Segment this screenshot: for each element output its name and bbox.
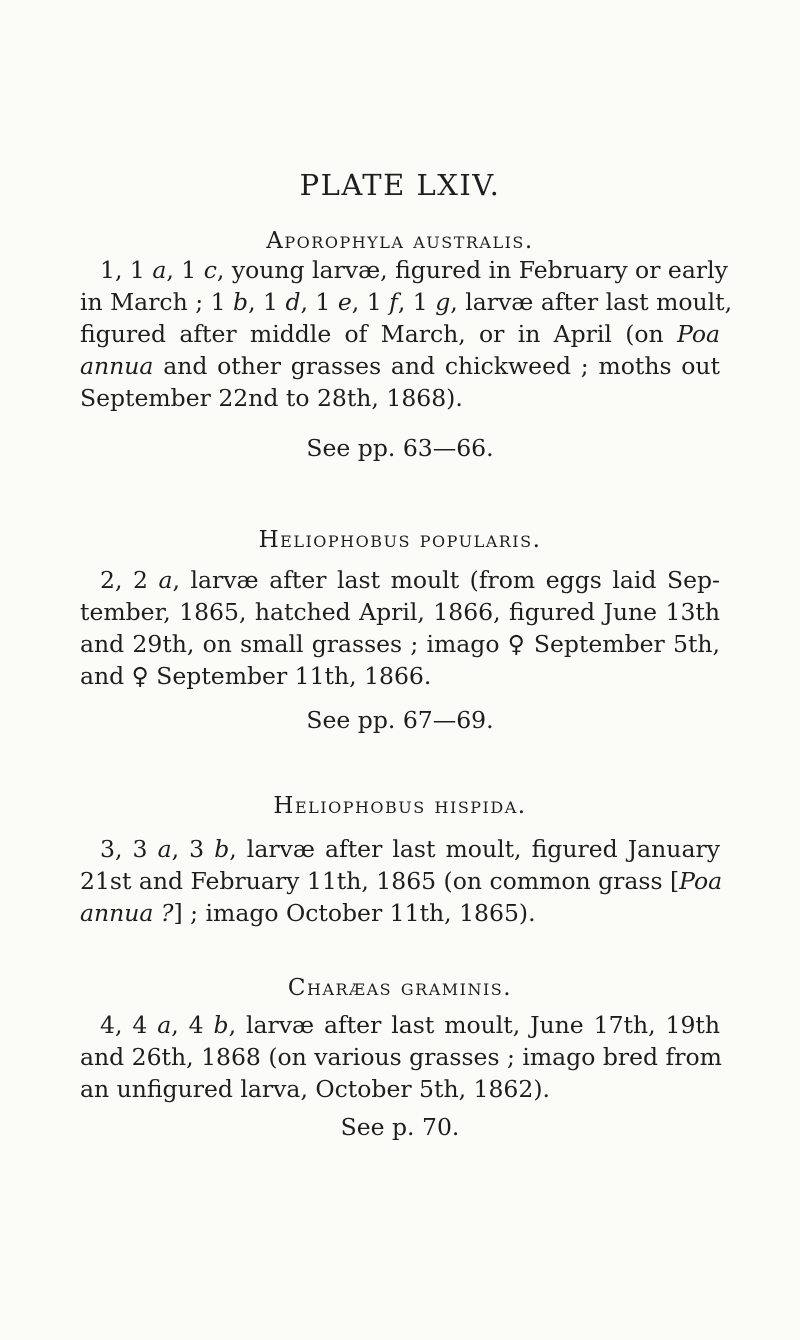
text-line: 21st and February 11th, 1865 (on common grass [Poa [80, 867, 723, 895]
section-text-aporophyla [80, 254, 733, 414]
section-text-charaeas-graminis [80, 1009, 720, 1105]
italic-term: c [203, 256, 217, 284]
text-line: annua and other grasses and chickweed ; moths out [80, 352, 720, 380]
text-line: figured after middle of March, or in April (on Poa [80, 320, 720, 348]
text-line: 1, 1 a, 1 c, young larvæ, figured in February or early [100, 256, 728, 284]
italic-term: f [389, 288, 398, 316]
italic-term: a [152, 256, 167, 284]
italic-term: Poa [676, 320, 720, 348]
italic-term: Poa [679, 867, 723, 895]
italic-term: a [157, 835, 172, 863]
text-line: in March ; 1 b, 1 d, 1 e, 1 f, 1 g, larvæ after last moult, [80, 288, 733, 316]
italic-term: a [157, 1011, 172, 1039]
see-pages-aporophyla: See pp. 63—66. [306, 434, 494, 462]
italic-term: g [435, 288, 451, 316]
italic-term: d [285, 288, 301, 316]
section-heading-charaeas-graminis: Charæas graminis. [287, 975, 513, 1001]
text-line: 3, 3 a, 3 b, larvæ after last moult, figured January [100, 835, 720, 863]
text-line: 4, 4 a, 4 b, larvæ after last moult, June 17th, 19th [100, 1011, 720, 1039]
section-text-heliophobus-hispida [80, 833, 723, 929]
italic-term: a [158, 566, 173, 594]
italic-term: b [233, 288, 249, 316]
italic-term: annua ? [80, 899, 174, 927]
text-line: and ♀ September 11th, 1866. [80, 662, 432, 690]
italic-term: b [213, 1011, 229, 1039]
italic-term: e [337, 288, 352, 316]
text-line: September 22nd to 28th, 1868). [80, 384, 463, 412]
section-heading-heliophobus-popularis: Heliophobus popularis. [258, 527, 542, 553]
plate-title: PLATE LXIV. [299, 168, 501, 202]
text-line: tember, 1865, hatched April, 1866, figured June 13th [80, 598, 720, 626]
text-line: and 26th, 1868 (on various grasses ; imago bred from [80, 1043, 722, 1071]
section-text-heliophobus-popularis [80, 564, 720, 692]
text-line: and 29th, on small grasses ; imago ♀ September 5th, [80, 630, 720, 658]
section-heading-aporophyla: Aporophyla australis. [266, 228, 534, 254]
see-pages-charaeas-graminis: See p. 70. [340, 1113, 460, 1141]
section-heading-heliophobus-hispida: Heliophobus hispida. [273, 793, 527, 819]
text-line: annua ?] ; imago October 11th, 1865). [80, 899, 536, 927]
text-line: 2, 2 a, larvæ after last moult (from eggs laid Sep- [100, 566, 720, 594]
italic-term: annua [80, 352, 154, 380]
see-pages-heliophobus-popularis: See pp. 67—69. [306, 706, 494, 734]
italic-term: b [214, 835, 230, 863]
text-line: an unfigured larva, October 5th, 1862). [80, 1075, 550, 1103]
